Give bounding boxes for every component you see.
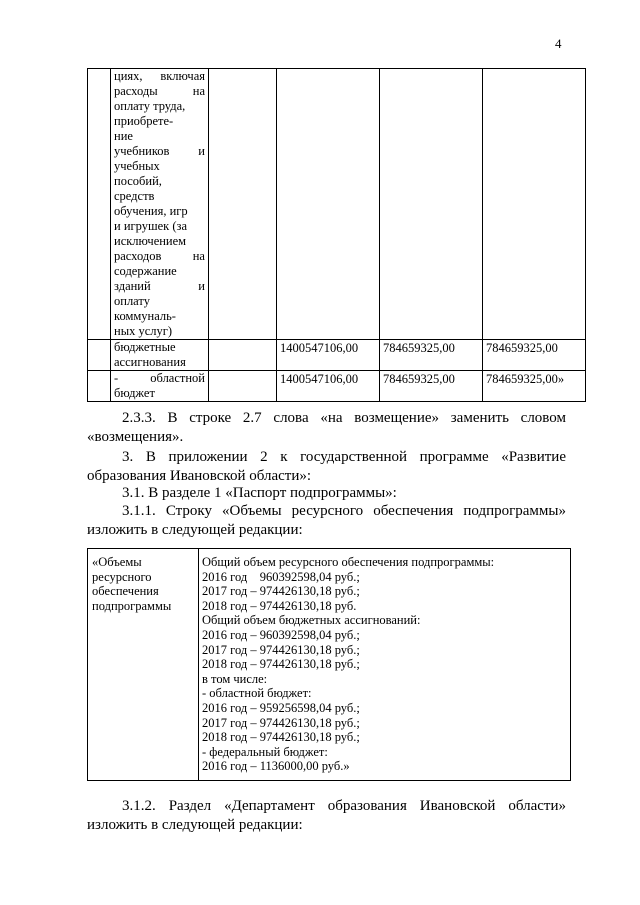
value-line: 2016 год – 960392598,04 руб.; bbox=[202, 627, 360, 642]
value-line: Общий объем бюджетных ассигнований: bbox=[202, 613, 421, 628]
value-line: Общий объем ресурсного обеспечения подпрограммы: bbox=[202, 555, 495, 569]
value-line: 2018 год – 974426130,18 руб. bbox=[202, 598, 357, 613]
desc-line: и игрушек (за bbox=[114, 219, 187, 233]
desc-line: исключением bbox=[114, 234, 187, 248]
label-line: ресурсного bbox=[92, 569, 152, 584]
label-line: обеспечения bbox=[92, 584, 159, 599]
value-line: 2017 год – 974426130,18 руб.; bbox=[202, 642, 360, 657]
desc-line: оплату bbox=[114, 294, 150, 308]
label-line: подпрограммы bbox=[92, 598, 172, 613]
desc-line: циях, включая bbox=[114, 69, 205, 83]
value-line: 2018 год – 974426130,18 руб.; bbox=[202, 730, 360, 745]
desc-line: учебных bbox=[114, 159, 160, 173]
desc-line: коммуналь- bbox=[114, 309, 176, 323]
table-cell-empty bbox=[209, 340, 277, 371]
table-cell-description bbox=[111, 69, 209, 340]
table-cell-label bbox=[111, 371, 209, 402]
table-cell-value: 784659325,00 bbox=[380, 340, 483, 371]
table-cell-empty bbox=[209, 69, 277, 340]
table-cell-empty bbox=[88, 340, 111, 371]
paragraph-3-1: 3.1. В разделе 1 «Паспорт подпрограммы»: bbox=[122, 485, 397, 501]
paragraph-3-1-2: 3.1.2. Раздел «Департамент образования Ивановской области» изложить в следующей редакции: bbox=[87, 798, 566, 833]
desc-line: расходов на bbox=[114, 249, 205, 263]
table-cell-empty bbox=[88, 69, 111, 340]
table-cell-empty bbox=[209, 371, 277, 402]
desc-line: зданий и bbox=[114, 279, 205, 293]
row-label: - областной бюджет bbox=[114, 371, 205, 400]
desc-line: ных услуг) bbox=[114, 324, 173, 338]
resource-table-label-cell bbox=[88, 549, 199, 781]
table-cell-empty bbox=[277, 69, 380, 340]
table-cell-value: 784659325,00 bbox=[380, 371, 483, 402]
table-row bbox=[88, 340, 586, 371]
desc-line: пособий, bbox=[114, 174, 162, 188]
value-line: в том числе: bbox=[202, 671, 268, 686]
value-line: 2017 год – 974426130,18 руб.; bbox=[202, 584, 360, 599]
table-cell-value: 784659325,00 bbox=[483, 340, 586, 371]
table-cell-value: 1400547106,00 bbox=[277, 371, 380, 402]
desc-line: приобрете- bbox=[114, 114, 174, 128]
table-cell-empty bbox=[380, 69, 483, 340]
table-cell-value: 784659325,00» bbox=[483, 371, 586, 402]
desc-line: ние bbox=[114, 129, 133, 143]
table-cell-value: 1400547106,00 bbox=[277, 340, 380, 371]
value-line: - федеральный бюджет: bbox=[202, 744, 328, 759]
table-cell-empty bbox=[483, 69, 586, 340]
table-cell-empty bbox=[88, 371, 111, 402]
paragraph-3-1-1: 3.1.1. Строку «Объемы ресурсного обеспечения подпрограммы» изложить в следующей редакции: bbox=[87, 503, 566, 538]
page-number: 4 bbox=[555, 36, 562, 51]
table-cell-label: бюджетные ассигнования bbox=[111, 340, 209, 371]
desc-line: содержание bbox=[114, 264, 177, 278]
desc-line: расходы на bbox=[114, 84, 205, 98]
desc-line: учебников и bbox=[114, 144, 205, 158]
desc-line: средств bbox=[114, 189, 155, 203]
paragraph-3: 3. В приложении 2 к государственной программе «Развитие образования Ивановской области»: bbox=[87, 449, 566, 484]
funding-table bbox=[87, 68, 586, 402]
value-line: 2018 год – 974426130,18 руб.; bbox=[202, 657, 360, 672]
value-line: - областной бюджет: bbox=[202, 686, 312, 701]
value-line: 2017 год – 974426130,18 руб.; bbox=[202, 715, 360, 730]
resource-table-value-cell bbox=[199, 549, 571, 781]
value-line: 2016 год – 959256598,04 руб.; bbox=[202, 700, 360, 715]
resource-table bbox=[87, 548, 571, 781]
table-row bbox=[88, 371, 586, 402]
desc-line: оплату труда, bbox=[114, 99, 186, 113]
paragraph-2-3-3: 2.3.3. В строке 2.7 слова «на возмещение» заменить словом «возмещения». bbox=[87, 410, 566, 445]
value-line: 2016 год 960392598,04 руб.; bbox=[202, 569, 360, 584]
value-line: 2016 год – 1136000,00 руб.» bbox=[202, 759, 350, 774]
label-line: «Объемы bbox=[92, 555, 142, 569]
desc-line: обучения, игр bbox=[114, 204, 188, 218]
